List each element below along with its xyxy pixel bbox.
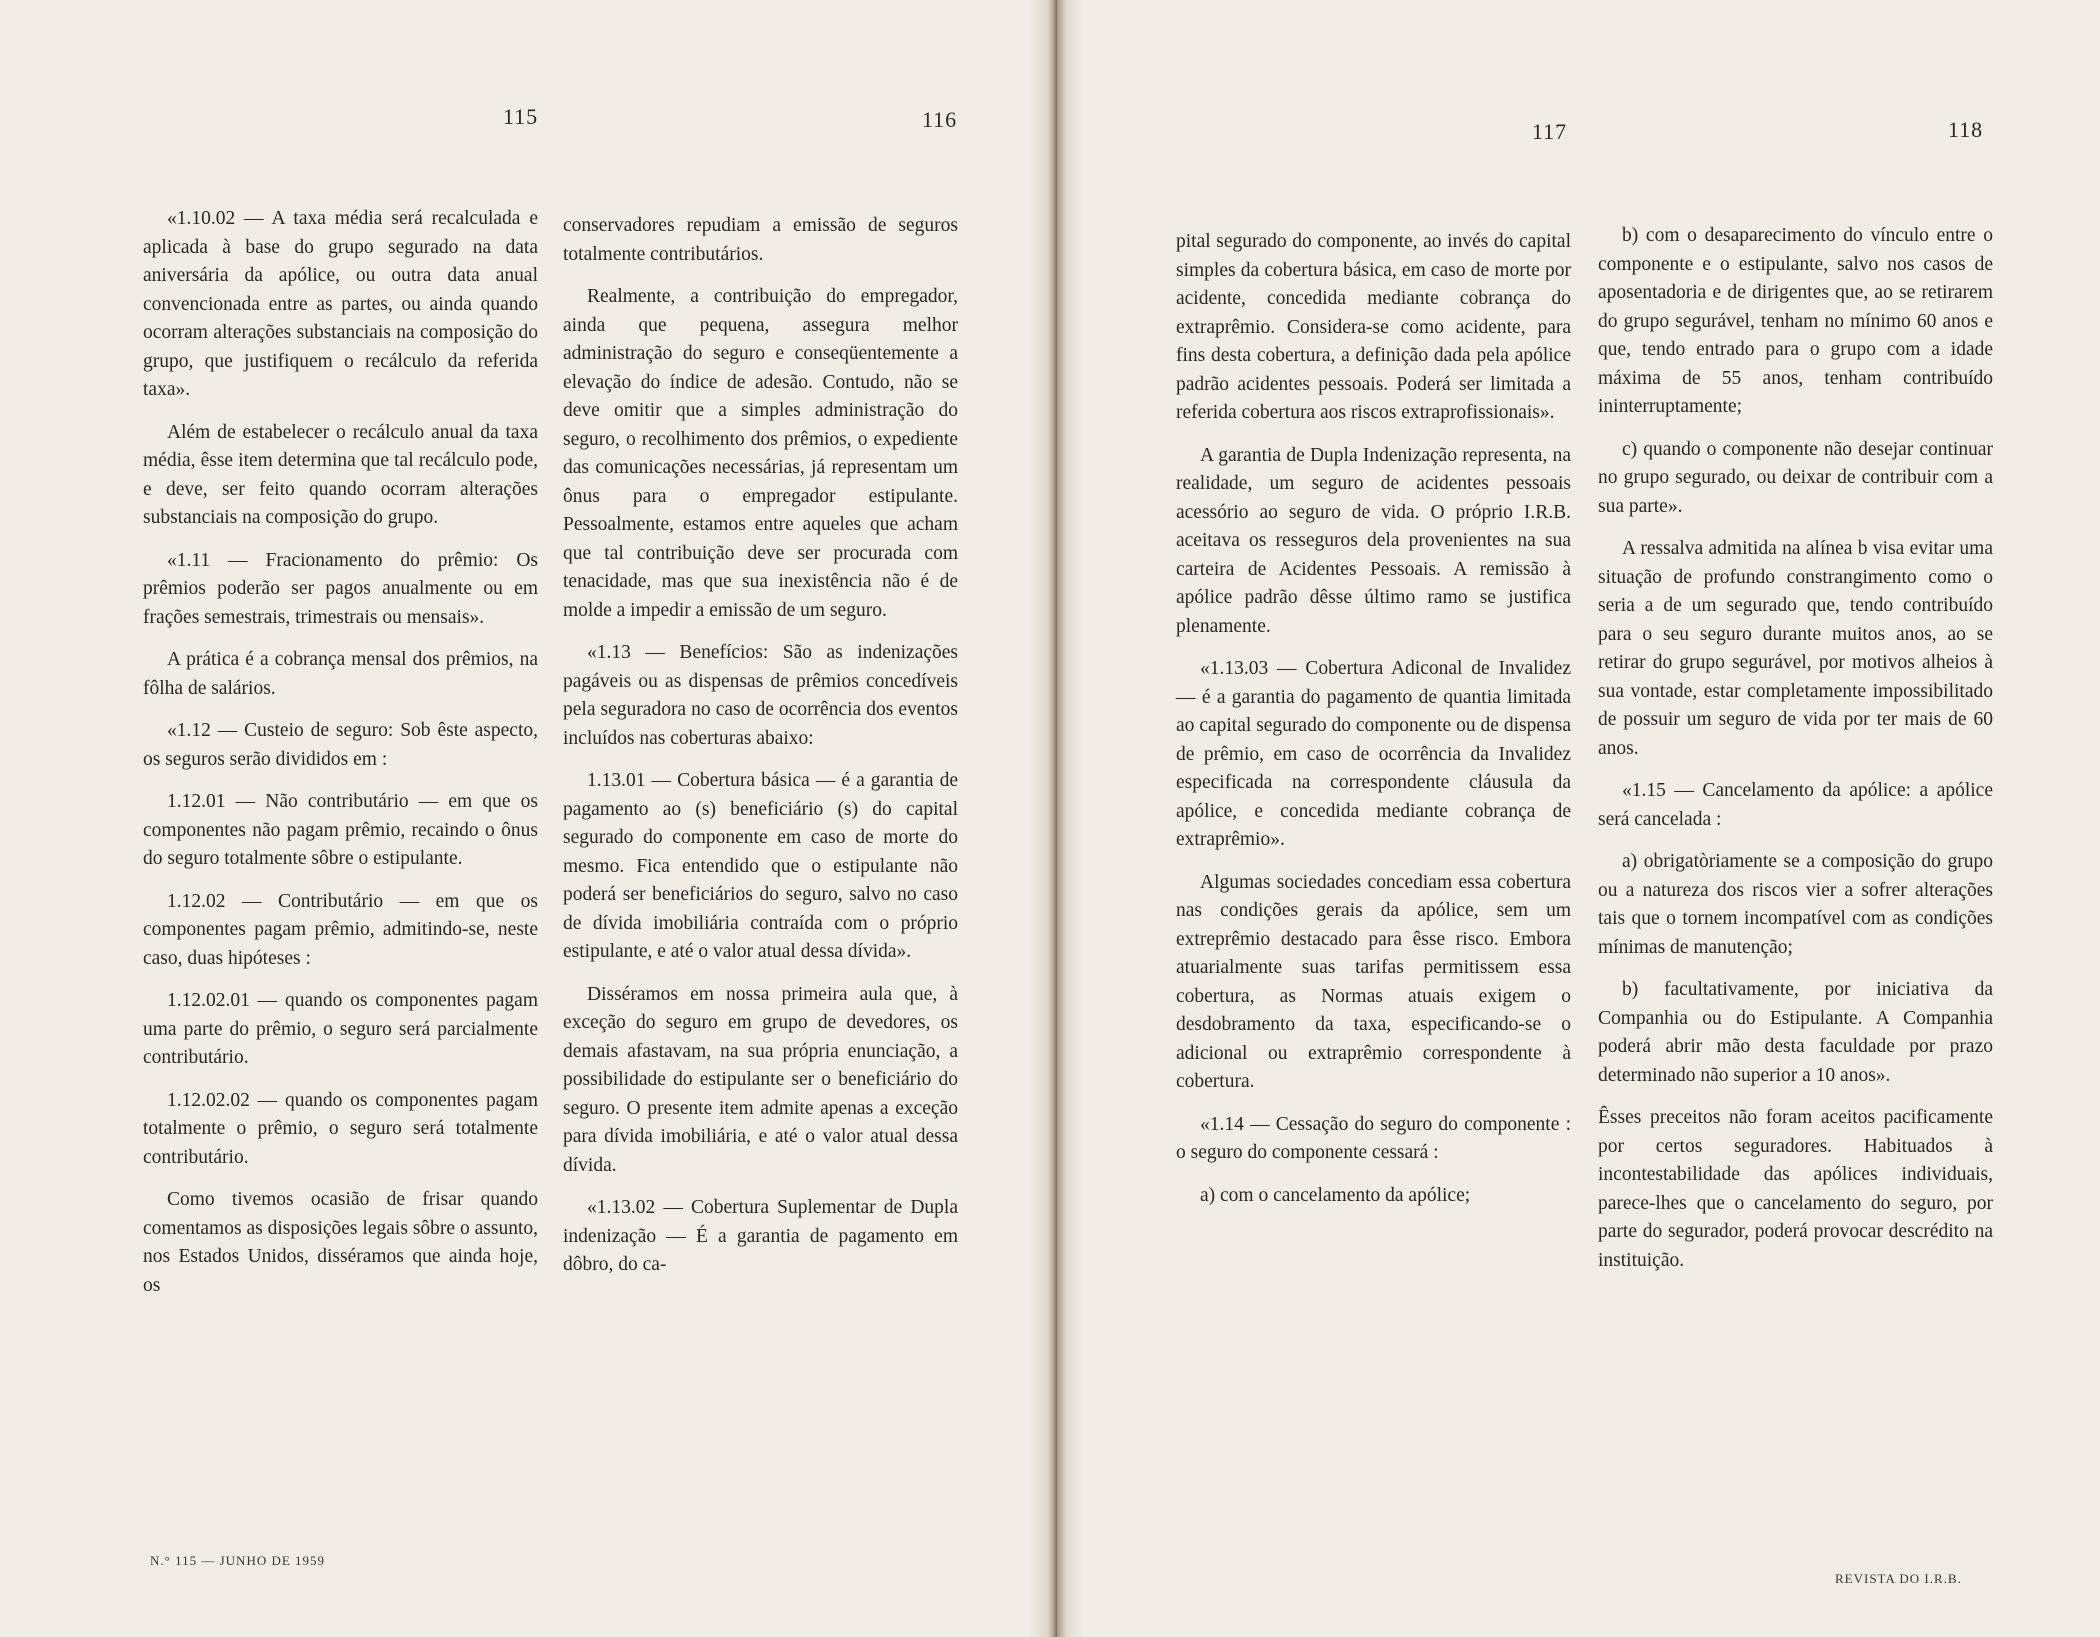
paragraph: c) quando o componente não desejar continuar no grupo segurado, ou deixar de contribuir com a sua parte». <box>1598 438 1993 517</box>
paragraph: «1.13.03 — Cobertura Adiconal de Invalidez — é a garantia do pagamento de quantia limitada ao capital segurado do componente ou de dispensa de prêmio, em caso de ocorrência da Invalidez especificada na correspondente cláusula da apólice, e concedida mediante cobrança de extraprêmio». <box>1176 658 1571 850</box>
paragraph: A garantia de Dupla Indenização representa, na realidade, um seguro de acidentes pessoais acessório ao seguro de vida. O próprio I.R.B. aceitava os resseguros dela provenientes na sua carteira de Acidentes Pessoais. A remissão à apólice padrão dêsse último ramo se justifica plenamente. <box>1176 444 1571 637</box>
paragraph: 1.12.01 — Não contributário — em que os componentes não pagam prêmio, recaindo o ônus do seguro totalmente sôbre o estipulante. <box>143 791 538 869</box>
footer-issue: N.° 115 — JUNHO DE 1959 <box>150 1553 326 1568</box>
page-number-116: 116 <box>922 107 958 132</box>
paragraph: «1.13 — Benefícios: São as indenizações pagáveis ou as dispensas de prêmios concedíveis pela seguradora no caso de ocorrência dos eventos incluídos nas coberturas abaixo: <box>563 642 958 749</box>
page-number-115: 115 <box>503 104 539 129</box>
page-116-column <box>563 212 958 1294</box>
paragraph: «1.12 — Custeio de seguro: Sob êste aspecto, os seguros serão divididos em : <box>143 720 538 770</box>
paragraph: «1.11 — Fracionamento do prêmio: Os prêmios poderão ser pagos anualmente ou em frações semestrais, trimestrais ou mensais». <box>143 549 538 628</box>
paragraph: «1.14 — Cessação do seguro do componente : o seguro do componente cessará : <box>1176 1113 1571 1163</box>
paragraph: Como tivemos ocasião de frisar quando comentamos as disposições legais sôbre o assunto, nos Estados Unidos, disséramos que ainda hoje, os <box>143 1189 538 1296</box>
paragraph: 1.12.02.01 — quando os componentes pagam uma parte do prêmio, o seguro será parcialmente contributário. <box>143 990 538 1068</box>
footer-journal: REVISTA DO I.R.B. <box>1835 1571 1962 1586</box>
paragraph: b) com o desaparecimento do vínculo entre o componente e o estipulante, salvo nos casos de aposentadoria e de dirigentes que, ao se retirarem do grupo segurável, tenham no mínimo 60 anos e que, tendo entrado para o grupo com a idade máxima de 55 anos, tenham contribuído ininterruptamente; <box>1598 225 1993 417</box>
page-number-117: 117 <box>1532 119 1568 144</box>
paragraph: «1.10.02 — A taxa média será recalculada e aplicada à base do grupo segurado na data aniversária da apólice, ou outra data anual convencionada entre as partes, ou ainda quando ocorram alterações substanciais na composição do grupo, que justifiquem o recálculo da referida taxa». <box>143 208 538 400</box>
paragraph: Além de estabelecer o recálculo anual da taxa média, êsse item determina que tal recálculo pode, e deve, ser feito quando ocorram alterações substanciais na composição do grupo. <box>143 421 538 528</box>
book-gutter <box>1030 0 1082 1637</box>
paragraph: pital segurado do componente, ao invés do capital simples da cobertura básica, em caso de morte por acidente, concedida mediante cobrança do extraprêmio. Considera-se como acidente, para fins desta cobertura, a definição dada pela apólice padrão acidentes pessoais. Poderá ser limitada a referida cobertura aos riscos extraprofissionais». <box>1176 231 1571 423</box>
paragraph: Algumas sociedades concediam essa cobertura nas condições gerais da apólice, sem um extreprêmio destacado para êsse risco. Embora atuarialmente suas tarifas permitissem essa cobertura, as Normas atuais exigem o desdobramento da taxa, especificando-se o adicional ou extraprêmio correspondente à cobertura. <box>1176 871 1571 1092</box>
page-number-118: 118 <box>1948 117 1984 142</box>
paragraph: 1.12.02 — Contributário — em que os componentes pagam prêmio, admitindo-se, neste caso, duas hipóteses : <box>143 890 538 969</box>
paragraph: conservadores repudiam a emissão de seguros totalmente contributários. <box>563 215 958 265</box>
paragraph: a) obrigatòriamente se a composição do grupo ou a natureza dos riscos vier a sofrer alterações tais que o tornem incompatível com as condições mínimas de manutenção; <box>1598 851 1993 958</box>
paragraph: 1.13.01 — Cobertura básica — é a garantia de pagamento ao (s) beneficiário (s) do capital segurado do componente em caso de morte do mesmo. Fica entendido que o estipulante não poderá ser beneficiários do seguro, salvo no caso de dívida imobiliária contraída com o próprio estipulante, e até o valor atual dessa dívida». <box>563 770 958 962</box>
paragraph: 1.12.02.02 — quando os componentes pagam totalmente o prêmio, o seguro será totalmente contributário. <box>143 1089 538 1168</box>
paragraph: A ressalva admitida na alínea b visa evitar uma situação de profundo constrangimento como o seria a de um segurado que, tendo contribuído para o seu seguro durante muitos anos, ao se retirar do grupo segurável, por motivos alheios à sua vontade, estar completamente impossibilitado de possuir um seguro de vida por ter mais de 60 anos. <box>1598 538 1993 759</box>
page-117-column <box>1176 228 1571 1224</box>
page-115-column <box>143 205 538 1314</box>
paragraph: A prática é a cobrança mensal dos prêmios, na fôlha de salários. <box>143 649 538 699</box>
paragraph: Disséramos em nossa primeira aula que, à exceção do seguro em grupo de devedores, os demais afastavam, na sua própria enunciação, a possibilidade do estipulante ser o beneficiário do seguro. O presente item admite apenas a exceção para dívida imobiliária, e até o valor atual dessa dívida. <box>563 983 958 1176</box>
paragraph: «1.13.02 — Cobertura Suplementar de Dupla indenização — É a garantia de pagamento em dôbro, do ca- <box>563 1197 958 1275</box>
paragraph: Êsses preceitos não foram aceitos pacificamente por certos seguradores. Habituados à incontestabilidade das apólices individuais, parece-lhes que o cancelamento do seguro, por parte do segurador, poderá provocar descrédito na instituição. <box>1598 1107 1993 1271</box>
page-118-column <box>1598 222 1993 1289</box>
paragraph: Realmente, a contribuição do empregador, ainda que pequena, assegura melhor administração do seguro e conseqüentemente a elevação do índice de adesão. Contudo, não se deve omitir que a simples administração do seguro, o recolhimento dos prêmios, o expediente das comunicações necessárias, já representam um ônus para o empregador estipulante. Pessoalmente, estamos entre aqueles que acham que tal contribuição deve ser procurada com tenacidade, mas que sua inexistência não é de molde a impedir a emissão de um seguro. <box>563 286 958 621</box>
paragraph: a) com o cancelamento da apólice; <box>1200 1184 1471 1206</box>
paragraph: «1.15 — Cancelamento da apólice: a apólice será cancelada : <box>1598 780 1993 830</box>
paragraph: b) facultativamente, por iniciativa da Companhia ou do Estipulante. A Companhia poderá abrir mão desta faculdade por prazo determinado não superior a 10 anos». <box>1598 979 1993 1086</box>
